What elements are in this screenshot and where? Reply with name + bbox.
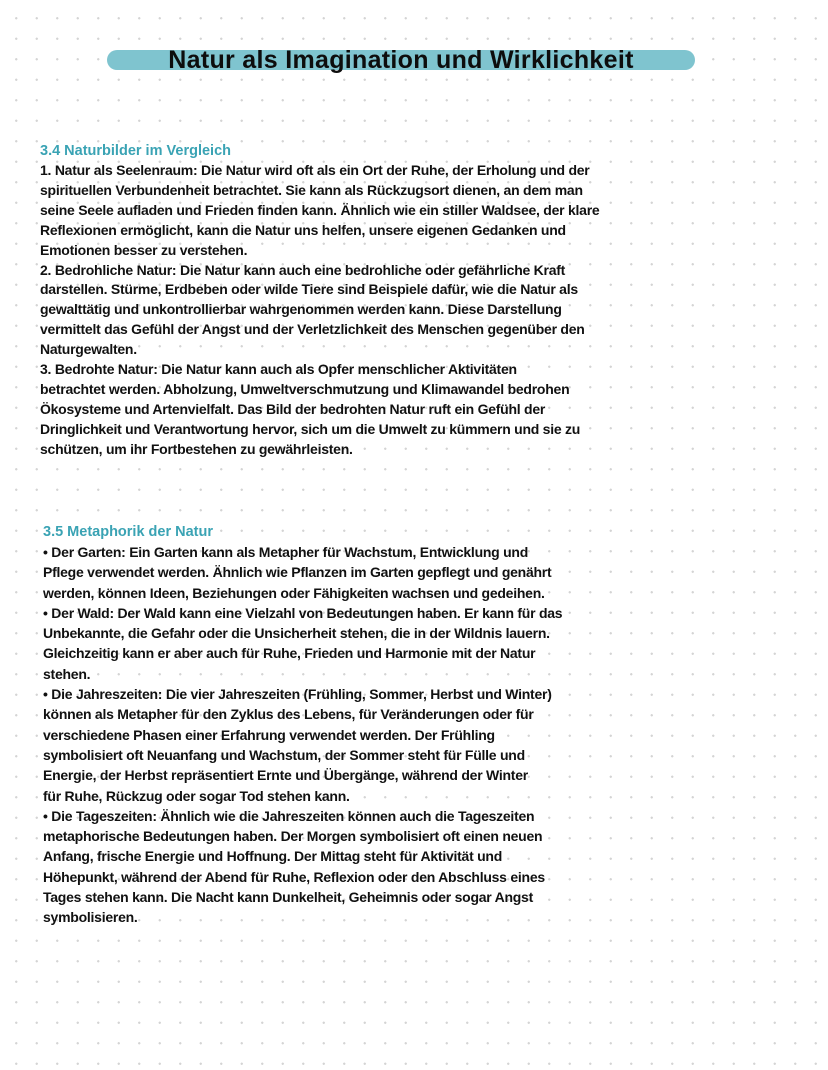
text-line: Gleichzeitig kann er aber auch für Ruhe, Frieden und Harmonie mit der Natur — [43, 645, 536, 662]
text-line: 1. Natur als Seelenraum: Die Natur wird oft als ein Ort der Ruhe, der Erholung und der — [40, 162, 590, 178]
section-body — [40, 161, 599, 460]
section-metaphorik — [43, 522, 562, 928]
text-line: Pflege verwendet werden. Ähnlich wie Pflanzen im Garten gepflegt und genährt — [43, 564, 552, 581]
text-line: betrachtet werden. Abholzung, Umweltverschmutzung und Klimawandel bedrohen — [40, 380, 570, 397]
text-line: • Der Wald: Der Wald kann eine Vielzahl von Bedeutungen haben. Er kann für das — [43, 604, 563, 621]
section-heading: 3.4 Naturbilder im Vergleich — [40, 143, 231, 159]
text-line: Reflexionen ermöglicht, kann die Natur uns helfen, unsere eigenen Gedanken und — [40, 221, 566, 238]
text-line: spirituellen Verbundenheit betrachtet. Sie kann als Rückzugsort dienen, an dem man — [40, 181, 583, 198]
page-title: Natur als Imagination und Wirklichkeit — [168, 46, 634, 74]
text-line: 3. Bedrohte Natur: Die Natur kann auch als Opfer menschlicher Aktivitäten — [40, 361, 517, 378]
text-line: metaphorische Bedeutungen haben. Der Morgen symbolisiert oft einen neuen — [43, 828, 543, 845]
text-line: können als Metapher für den Zyklus des Lebens, für Veränderungen oder für — [43, 706, 534, 723]
text-line: • Der Garten: Ein Garten kann als Metapher für Wachstum, Entwicklung und — [43, 544, 529, 560]
text-line: schützen, um ihr Fortbestehen zu gewährleisten. — [40, 440, 353, 457]
text-line: vermittelt das Gefühl der Angst und der Verletzlichkeit des Menschen gegenüber den — [40, 321, 585, 338]
text-line: 2. Bedrohliche Natur: Die Natur kann auch eine bedrohliche oder gefährliche Kraft — [40, 261, 566, 278]
text-line: Energie, der Herbst repräsentiert Ernte und Übergänge, während der Winter — [43, 767, 528, 784]
text-line: darstellen. Stürme, Erdbeben oder wilde Tiere sind Beispiele dafür, wie die Natur als — [40, 281, 578, 298]
text-line: Emotionen besser zu verstehen. — [40, 241, 248, 258]
text-line: Ökosysteme und Artenvielfalt. Das Bild der bedrohten Natur ruft ein Gefühl der — [40, 400, 546, 417]
text-line: Unbekannte, die Gefahr oder die Unsicherheit stehen, die in der Wildnis lauern. — [43, 625, 550, 642]
text-line: Anfang, frische Energie und Hoffnung. Der Mittag steht für Aktivität und — [43, 848, 503, 865]
text-line: symbolisiert oft Neuanfang und Wachstum, der Sommer steht für Fülle und — [43, 746, 525, 763]
section-body — [43, 542, 562, 928]
text-line: seine Seele aufladen und Frieden finden kann. Ähnlich wie ein stiller Waldsee, der klare — [40, 201, 600, 218]
text-line: Tages stehen kann. Die Nacht kann Dunkelheit, Geheimnis oder sogar Angst — [43, 889, 534, 906]
section-heading: 3.5 Metaphorik der Natur — [43, 524, 214, 540]
text-line: werden, können Ideen, Beziehungen oder Fähigkeiten wachsen und gedeihen. — [43, 584, 545, 601]
text-line: gewalttätig und unkontrollierbar wahrgenommen werden kann. Diese Darstellung — [40, 301, 562, 318]
text-line: Naturgewalten. — [40, 341, 137, 358]
text-line: symbolisieren. — [43, 909, 138, 926]
text-line: • Die Tageszeiten: Ähnlich wie die Jahreszeiten können auch die Tageszeiten — [43, 807, 535, 824]
text-line: verschiedene Phasen einer Erfahrung verwendet werden. Der Frühling — [43, 726, 495, 743]
text-line: Dringlichkeit und Verantwortung hervor, sich um die Umwelt zu kümmern und sie zu — [40, 420, 581, 437]
section-naturbilder — [40, 141, 599, 460]
text-line: für Ruhe, Rückzug oder sogar Tod stehen kann. — [43, 787, 350, 804]
text-line: stehen. — [43, 665, 91, 682]
page-title-block — [107, 44, 695, 76]
text-line: • Die Jahreszeiten: Die vier Jahreszeiten (Frühling, Sommer, Herbst und Winter) — [43, 686, 552, 703]
text-line: Höhepunkt, während der Abend für Ruhe, Reflexion oder den Abschluss eines — [43, 868, 545, 885]
